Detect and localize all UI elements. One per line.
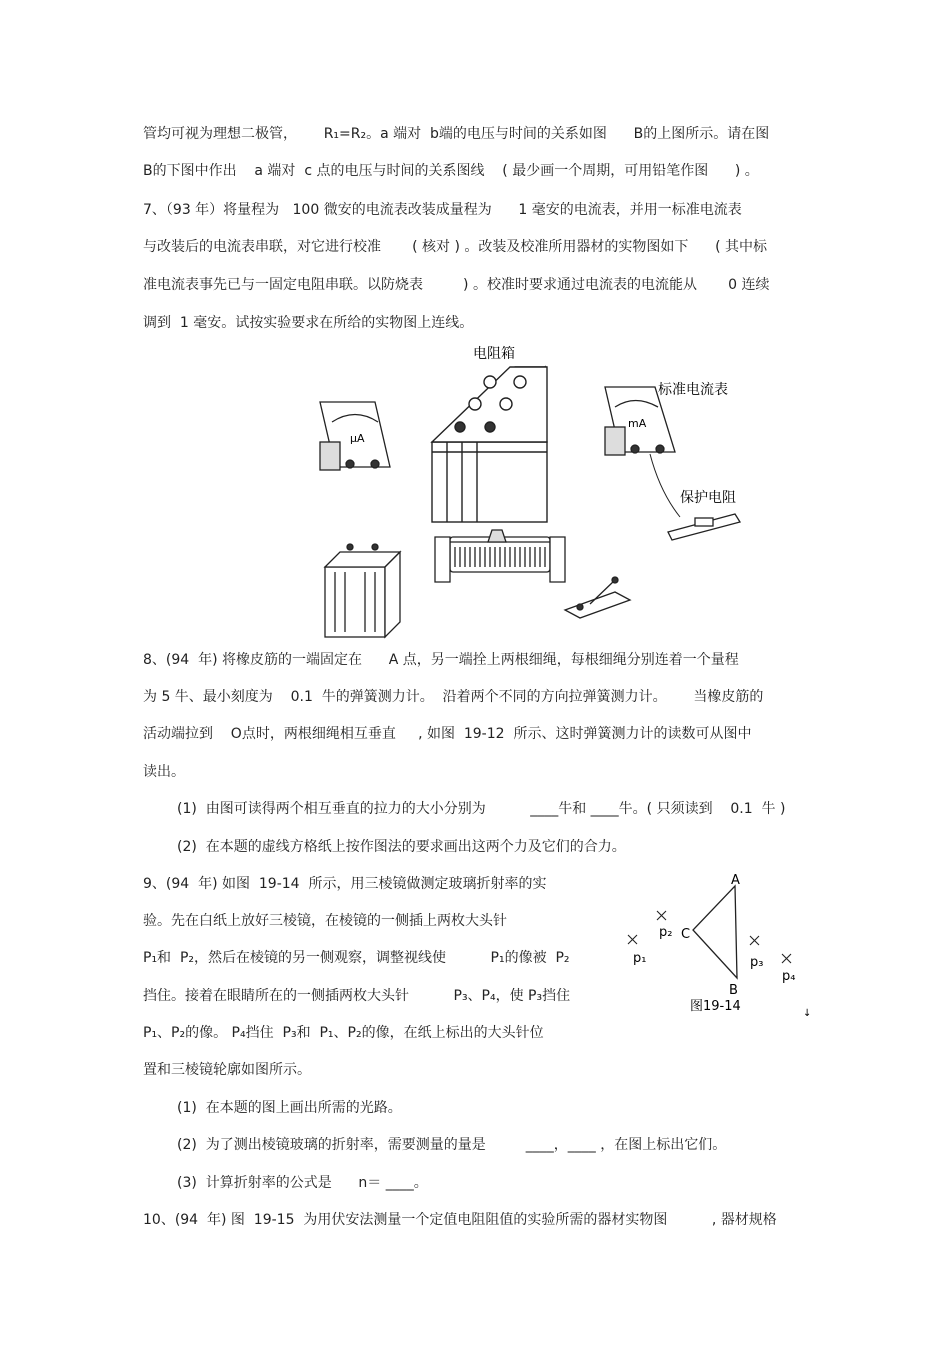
apparatus-figure [310,342,750,642]
rheostat [435,530,565,582]
text-line: B的下图中作出 a 端对 c 点的电压与时间的关系图线 ( 最少画一个周期，可用铅笔作图 ) 。 [143,163,759,179]
knife-switch [565,577,630,618]
pin-markers [628,911,791,963]
p4-label: p₄ [782,969,796,984]
prism-figure [615,868,825,1028]
text-line: P₁、P₂的像。 P₄挡住 P₃和 P₁、P₂的像，在纸上标出的大头针位 [143,1025,544,1041]
arrow-mark: ↓ [803,1008,812,1019]
standard-ammeter-label: 标准电流表 [658,382,728,398]
protect-resistor-label: 保护电阻 [680,490,736,506]
text-line: 8、(94 年) 将橡皮筋的一端固定在 A 点，另一端拴上两根细绳，每根细绳分别连着一个量程 [143,652,739,668]
text-line: 管均可视为理想二极管， R₁=R₂。a 端对 b端的电压与时间的关系如图 B的上图所示。请在图 [143,126,770,142]
vertex-a-label: A [731,873,740,888]
text-line: 10、(94 年) 图 19-15 为用伏安法测量一个定值电阻阻值的实验所需的器材实物图 , 器材规格 [143,1212,777,1228]
text-line: 9、(94 年) 如图 19-14 所示，用三棱镜做测定玻璃折射率的实 [143,876,547,892]
text-line: 验。先在白纸上放好三棱镜，在棱镜的一侧插上两枚大头针 [143,913,507,929]
text-line: 与改装后的电流表串联，对它进行校准 ( 核对 ) 。改装及校准所用器材的实物图如下 ( 其中标 [143,239,768,255]
text-line: 调到 1 毫安。试按实验要求在所给的实物图上连线。 [143,315,474,331]
milli-ammeter-label: mA [628,417,647,430]
text-line: 置和三棱镜轮廓如图所示。 [143,1062,311,1078]
protect-resistor [668,514,740,540]
text-line: 挡住。接着在眼睛所在的一侧插两枚大头针 P₃、P₄，使 P₃挡住 [143,988,571,1004]
text-line: 7、（93 年）将量程为 100 微安的电流表改装成量程为 1 毫安的电流表，并用一标准电流表 [143,202,742,218]
p3-label: p₃ [750,955,764,970]
text-line: (1) 由图可读得两个相互垂直的拉力的大小分别为 ____牛和 ____牛。( 只须读到 0.1 牛 ) [177,801,786,817]
text-line: 活动端拉到 O点时，两根细绳相互垂直 , 如图 19-12 所示、这时弹簧测力计的读数可从图中 [143,726,752,742]
text-line: (1) 在本题的图上画出所需的光路。 [177,1100,402,1116]
text-line: (2) 为了测出棱镜玻璃的折射率，需要测量的量是 ____，____ ，在图上标出它们。 [177,1137,727,1153]
p2-label: p₂ [659,925,673,940]
vertex-b-label: B [729,983,738,998]
text-line: P₁和 P₂，然后在棱镜的另一侧观察，调整视线使 P₁的像被 P₂ [143,950,570,966]
text-line: (3) 计算折射率的公式是 n＝ ____。 [177,1175,428,1191]
battery [325,544,400,637]
figure-caption: 图19-14 [690,999,741,1014]
text-line: 准电流表事先已与一固定电阻串联。以防烧表 ) 。校准时要求通过电流表的电流能从 0 连续 [143,277,770,293]
p1-label: p₁ [633,951,647,966]
text-line: 为 5 牛、最小刻度为 0.1 牛的弹簧测力计。 沿着两个不同的方向拉弹簧测力计。 当橡皮筋的 [143,689,764,705]
text-line: (2) 在本题的虚线方格纸上按作图法的要求画出这两个力及它们的合力。 [177,839,626,855]
resistance-box [432,367,547,522]
text-line: 读出。 [143,764,185,780]
micro-ammeter-label: μA [350,432,365,445]
resistance-box-label: 电阻箱 [473,346,515,362]
prism-outline [693,886,737,978]
vertex-c-label: C [681,927,691,942]
